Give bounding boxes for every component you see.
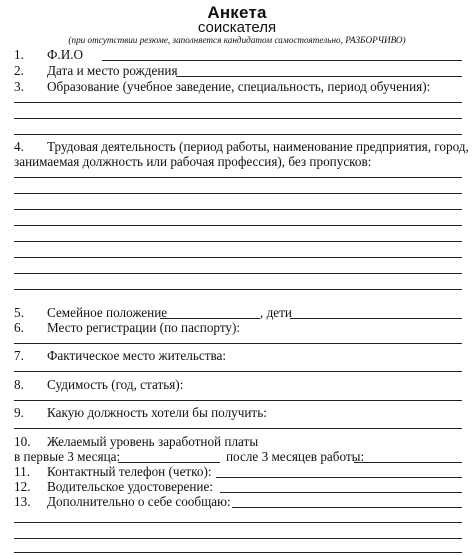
item-10-label: Желаемый уровень заработной платы bbox=[47, 434, 259, 449]
item-2-label: Дата и место рождения bbox=[47, 63, 178, 78]
form-note: (при отсутствии резюме, заполняется кандидатом самостоятельно, РАЗБОРЧИВО) bbox=[68, 35, 406, 45]
item-3-label: Образование (учебное заведение, специальность, период обучения): bbox=[47, 79, 431, 94]
item-7-number: 7. bbox=[14, 348, 24, 363]
salary-first-3-months-field[interactable] bbox=[118, 462, 220, 463]
item-12-label: Водительское удостоверение: bbox=[47, 479, 213, 494]
item-8-label: Судимость (год, статья): bbox=[47, 377, 184, 392]
item-2-number: 2. bbox=[14, 63, 24, 78]
item-10-first-months-label: в первые 3 месяца: bbox=[14, 449, 121, 464]
education-line-1[interactable] bbox=[14, 102, 462, 103]
item-1-label: Ф.И.О bbox=[47, 47, 84, 62]
birth-field[interactable] bbox=[176, 76, 462, 77]
registration-field[interactable] bbox=[14, 343, 462, 344]
children-field[interactable] bbox=[290, 318, 462, 319]
item-10-number: 10. bbox=[14, 434, 31, 449]
item-1-number: 1. bbox=[14, 47, 24, 62]
work-line-3[interactable] bbox=[14, 209, 462, 210]
item-8-number: 8. bbox=[14, 377, 24, 392]
item-10-after-months-label: после 3 месяцев работы: bbox=[226, 449, 365, 464]
additional-info-line-1[interactable] bbox=[14, 522, 462, 523]
salary-after-3-months-field[interactable] bbox=[354, 462, 462, 463]
form-subtitle: соискателя bbox=[197, 19, 277, 36]
criminal-record-field[interactable] bbox=[14, 400, 462, 401]
work-line-8[interactable] bbox=[14, 289, 462, 290]
item-13-label: Дополнительно о себе сообщаю: bbox=[47, 494, 231, 509]
form-title: Анкета bbox=[207, 3, 267, 22]
work-line-6[interactable] bbox=[14, 257, 462, 258]
work-line-1[interactable] bbox=[14, 177, 462, 178]
item-12-number: 12. bbox=[14, 479, 31, 494]
education-line-3[interactable] bbox=[14, 134, 462, 135]
work-line-7[interactable] bbox=[14, 273, 462, 274]
desired-position-field[interactable] bbox=[14, 428, 462, 429]
item-6-label: Место регистрации (по паспорту): bbox=[47, 320, 241, 335]
item-13-number: 13. bbox=[14, 494, 31, 509]
work-line-4[interactable] bbox=[14, 225, 462, 226]
education-line-2[interactable] bbox=[14, 118, 462, 119]
residence-field[interactable] bbox=[14, 371, 462, 372]
item-4-number: 4. bbox=[14, 139, 24, 154]
item-9-number: 9. bbox=[14, 405, 24, 420]
item-3-number: 3. bbox=[14, 79, 24, 94]
fio-field[interactable] bbox=[102, 60, 462, 61]
additional-info-line-2[interactable] bbox=[14, 538, 462, 539]
work-line-2[interactable] bbox=[14, 193, 462, 194]
phone-field[interactable] bbox=[216, 477, 462, 478]
item-11-number: 11. bbox=[14, 464, 30, 479]
item-5-children-label: , дети bbox=[260, 305, 292, 320]
item-7-label: Фактическое место жительства: bbox=[47, 348, 227, 363]
marital-status-field[interactable] bbox=[160, 318, 260, 319]
item-5-label: Семейное положение bbox=[47, 305, 168, 320]
work-line-5[interactable] bbox=[14, 241, 462, 242]
item-9-label: Какую должность хотели бы получить: bbox=[47, 405, 267, 420]
additional-info-line-3[interactable] bbox=[14, 552, 462, 553]
item-5-number: 5. bbox=[14, 305, 24, 320]
item-6-number: 6. bbox=[14, 320, 24, 335]
driver-license-field[interactable] bbox=[220, 492, 462, 493]
item-4-label-cont: занимаемая должность или рабочая профессия), без пропусков: bbox=[14, 154, 372, 169]
additional-info-inline-field[interactable] bbox=[232, 507, 462, 508]
item-4-label: Трудовая деятельность (период работы, наименование предприятия, город, bbox=[47, 139, 469, 154]
item-11-label: Контактный телефон (четко): bbox=[47, 464, 212, 479]
